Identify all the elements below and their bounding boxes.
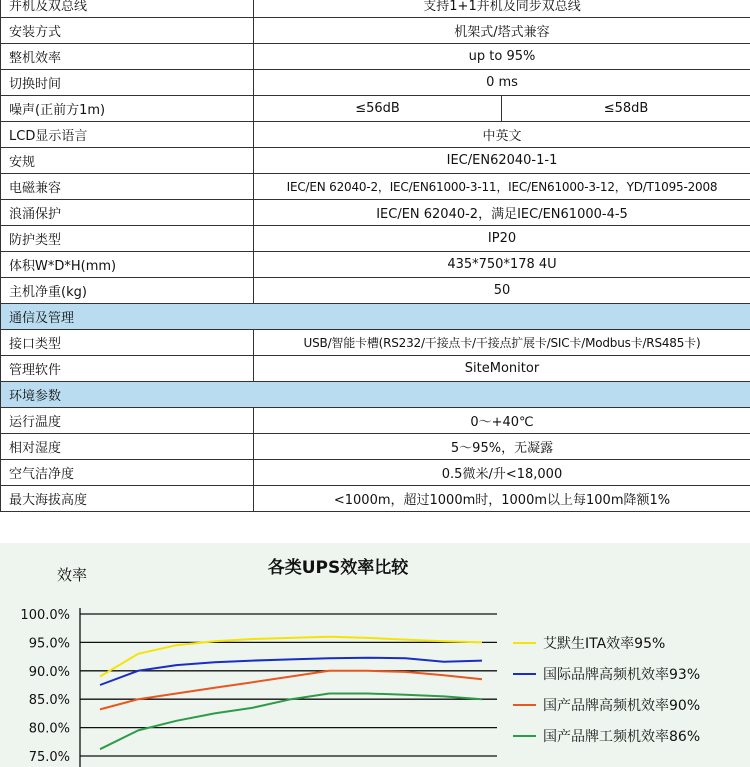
spec-value: 支持1+1并机及同步双总线 — [254, 0, 750, 18]
spec-label: 安规 — [1, 148, 254, 174]
spec-value: IEC/EN 62040-2，IEC/EN61000-3-11，IEC/EN61000-3-12，YD/T1095-2008 — [254, 174, 750, 200]
spec-label: 体积W*D*H(mm) — [1, 252, 254, 278]
series-lines — [100, 637, 482, 750]
spec-value: 机架式/塔式兼容 — [254, 18, 750, 44]
spec-row — [1, 174, 750, 200]
spec-label: 浪涌保护 — [1, 200, 254, 226]
spec-value: IEC/EN62040-1-1 — [254, 148, 750, 174]
y-tick-label: 95.0% — [28, 636, 70, 652]
spec-label: 噪声(正前方1m) — [1, 96, 254, 122]
spec-label: LCD显示语言 — [1, 122, 254, 148]
spec-label: 空气洁净度 — [1, 460, 254, 486]
grid-lines — [80, 608, 497, 767]
section-header-row — [1, 382, 750, 408]
spec-label: 主机净重(kg) — [1, 278, 254, 304]
spec-row — [1, 356, 750, 382]
spec-label: 整机效率 — [1, 44, 254, 70]
spec-row — [1, 486, 750, 512]
spec-row — [1, 70, 750, 96]
spec-value: 50 — [254, 278, 750, 304]
spec-row — [1, 252, 750, 278]
spec-label: 管理软件 — [1, 356, 254, 382]
spec-value: ≤56dB — [254, 96, 502, 122]
spec-value: USB/智能卡槽(RS232/干接点卡/干接点扩展卡/SIC卡/Modbus卡/RS485卡) — [254, 330, 750, 356]
chart-title: 各类UPS效率比较 — [267, 558, 409, 578]
section-header-row — [1, 304, 750, 330]
section-title: 环境参数 — [1, 382, 750, 408]
efficiency-chart-svg — [0, 543, 750, 767]
spec-label: 相对湿度 — [1, 434, 254, 460]
legend-label: 国产品牌高频机效率90% — [543, 698, 701, 714]
spec-value: 5～95%，无凝露 — [254, 434, 750, 460]
spec-value: 0～+40℃ — [254, 408, 750, 434]
legend-label: 艾默生ITA效率95% — [543, 636, 666, 652]
spec-label: 切换时间 — [1, 70, 254, 96]
y-tick-label: 75.0% — [28, 750, 70, 765]
spec-label: 防护类型 — [1, 226, 254, 252]
spec-row — [1, 18, 750, 44]
y-tick-labels — [20, 608, 70, 765]
spec-label: 并机及双总线 — [1, 0, 254, 18]
legend-label: 国产品牌工频机效率86% — [543, 729, 701, 745]
spec-table-body — [1, 0, 750, 512]
y-tick-label: 80.0% — [28, 721, 70, 737]
spec-value: IEC/EN 62040-2，满足IEC/EN61000-4-5 — [254, 200, 750, 226]
spec-value: up to 95% — [254, 44, 750, 70]
spec-value: 中英文 — [254, 122, 750, 148]
spec-row — [1, 200, 750, 226]
y-tick-label: 90.0% — [28, 664, 70, 680]
spec-value: SiteMonitor — [254, 356, 750, 382]
series-line-4 — [100, 694, 482, 750]
spec-row — [1, 408, 750, 434]
spec-row — [1, 122, 750, 148]
spec-value: 0 ms — [254, 70, 750, 96]
spec-row — [1, 434, 750, 460]
y-tick-label: 85.0% — [28, 693, 70, 709]
spec-row — [1, 96, 750, 122]
spec-label: 运行温度 — [1, 408, 254, 434]
spec-value: ≤58dB — [502, 96, 750, 122]
spec-row — [1, 460, 750, 486]
legend-label: 国际品牌高频机效率93% — [543, 667, 701, 683]
spec-row — [1, 226, 750, 252]
spec-row — [1, 330, 750, 356]
efficiency-chart — [0, 543, 750, 767]
spec-label: 最大海拔高度 — [1, 486, 254, 512]
spec-label: 电磁兼容 — [1, 174, 254, 200]
spec-row — [1, 44, 750, 70]
spec-value: 0.5微米/升<18,000 — [254, 460, 750, 486]
spec-label: 安装方式 — [1, 18, 254, 44]
spec-row — [1, 0, 750, 18]
spec-value: 435*750*178 4U — [254, 252, 750, 278]
legend — [513, 635, 700, 745]
spec-row — [1, 278, 750, 304]
series-line-3 — [100, 671, 482, 710]
spec-row — [1, 148, 750, 174]
spec-value: <1000m，超过1000m时，1000m以上每100m降额1% — [254, 486, 750, 512]
y-tick-label: 100.0% — [20, 608, 70, 623]
section-title: 通信及管理 — [1, 304, 750, 330]
spec-value: IP20 — [254, 226, 750, 252]
spec-label: 接口类型 — [1, 330, 254, 356]
y-axis-label: 效率 — [57, 566, 88, 584]
